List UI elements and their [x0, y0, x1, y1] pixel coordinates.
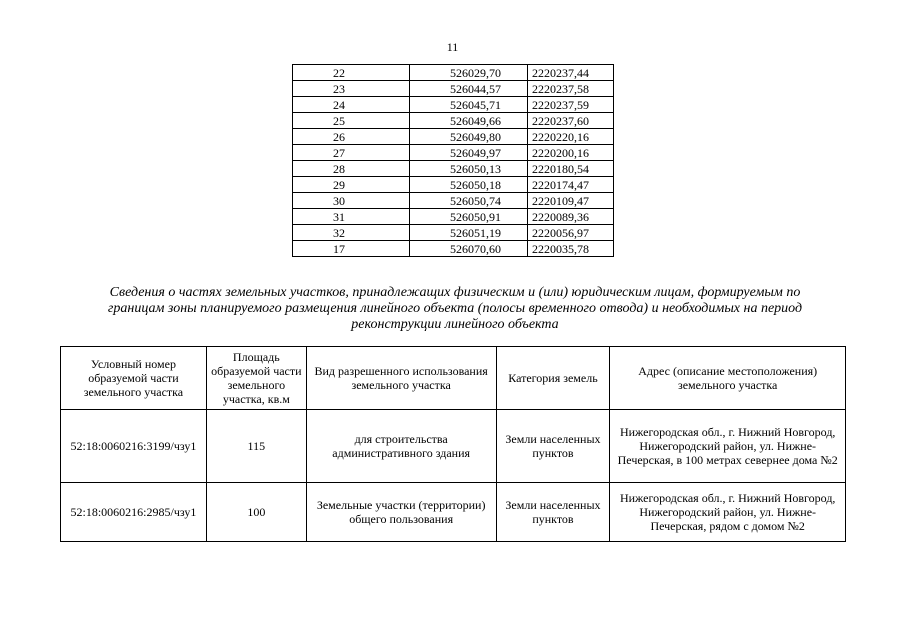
point-number: 27: [293, 145, 410, 161]
coord-x: 526050,13: [410, 161, 528, 177]
header-land-category: Категория земель: [496, 347, 610, 410]
table-row: [293, 193, 614, 209]
coord-x: 526050,74: [410, 193, 528, 209]
header-parcel-number: Условный номер образуемой части земельного участка: [61, 347, 207, 410]
parcel-number: 52:18:0060216:2985/чзу1: [61, 483, 207, 542]
coord-y: 2220237,59: [528, 97, 614, 113]
table-row: [61, 483, 846, 542]
coordinates-table: [292, 64, 614, 257]
parcel-number: 52:18:0060216:3199/чзу1: [61, 410, 207, 483]
header-address: Адрес (описание местоположения) земельного участка: [610, 347, 846, 410]
table-row: [293, 177, 614, 193]
coord-x: 526044,57: [410, 81, 528, 97]
table-row: [293, 161, 614, 177]
parcel-category: Земли населенных пунктов: [496, 410, 610, 483]
coord-x: 526070,60: [410, 241, 528, 257]
coord-x: 526050,91: [410, 209, 528, 225]
section-title-line: реконструкции линейного объекта: [351, 317, 559, 332]
section-title-line: границам зоны планируемого размещения линейного объекта (полосы временного отвода) и необходимых на период: [107, 301, 803, 316]
table-row: [293, 97, 614, 113]
parcel-address: Нижегородская обл., г. Нижний Новгород, Нижегородский район, ул. Нижне-Печерская, в 100 метрах севернее дома №2: [610, 410, 846, 483]
header-area: Площадь образуемой части земельного участка, кв.м: [206, 347, 306, 410]
point-number: 31: [293, 209, 410, 225]
parcel-use: для строительства административного здания: [306, 410, 496, 483]
coord-x: 526045,71: [410, 97, 528, 113]
coord-y: 2220174,47: [528, 177, 614, 193]
parcel-use: Земельные участки (территории) общего пользования: [306, 483, 496, 542]
parcel-area: 100: [206, 483, 306, 542]
section-title: [60, 285, 850, 333]
coord-x: 526050,18: [410, 177, 528, 193]
coord-y: 2220237,58: [528, 81, 614, 97]
coord-y: 2220035,78: [528, 241, 614, 257]
table-row: [293, 209, 614, 225]
coord-x: 526049,66: [410, 113, 528, 129]
coord-x: 526049,80: [410, 129, 528, 145]
page-number: 11: [446, 40, 459, 54]
table-header-row: [61, 347, 846, 410]
table-row: [293, 65, 614, 81]
point-number: 26: [293, 129, 410, 145]
table-row: [293, 81, 614, 97]
parcel-address: Нижегородская обл., г. Нижний Новгород, Нижегородский район, ул. Нижне-Печерская, рядом с домом №2: [610, 483, 846, 542]
coord-y: 2220237,44: [528, 65, 614, 81]
table-row: [293, 145, 614, 161]
coord-x: 526029,70: [410, 65, 528, 81]
point-number: 28: [293, 161, 410, 177]
coord-y: 2220200,16: [528, 145, 614, 161]
coord-y: 2220056,97: [528, 225, 614, 241]
table-row: [61, 410, 846, 483]
point-number: 29: [293, 177, 410, 193]
coord-y: 2220220,16: [528, 129, 614, 145]
point-number: 25: [293, 113, 410, 129]
parcels-table: [60, 346, 846, 542]
point-number: 22: [293, 65, 410, 81]
point-number: 30: [293, 193, 410, 209]
point-number: 32: [293, 225, 410, 241]
parcel-category: Земли населенных пунктов: [496, 483, 610, 542]
table-row: [293, 241, 614, 257]
table-row: [293, 113, 614, 129]
coord-x: 526049,97: [410, 145, 528, 161]
point-number: 17: [293, 241, 410, 257]
parcel-area: 115: [206, 410, 306, 483]
header-permitted-use: Вид разрешенного использования земельного участка: [306, 347, 496, 410]
point-number: 24: [293, 97, 410, 113]
coord-y: 2220180,54: [528, 161, 614, 177]
table-row: [293, 225, 614, 241]
coord-y: 2220237,60: [528, 113, 614, 129]
section-title-line: Сведения о частях земельных участков, принадлежащих физическим и (или) юридическим лицам, формируемым по: [109, 285, 801, 300]
point-number: 23: [293, 81, 410, 97]
coord-x: 526051,19: [410, 225, 528, 241]
coord-y: 2220089,36: [528, 209, 614, 225]
coord-y: 2220109,47: [528, 193, 614, 209]
table-row: [293, 129, 614, 145]
